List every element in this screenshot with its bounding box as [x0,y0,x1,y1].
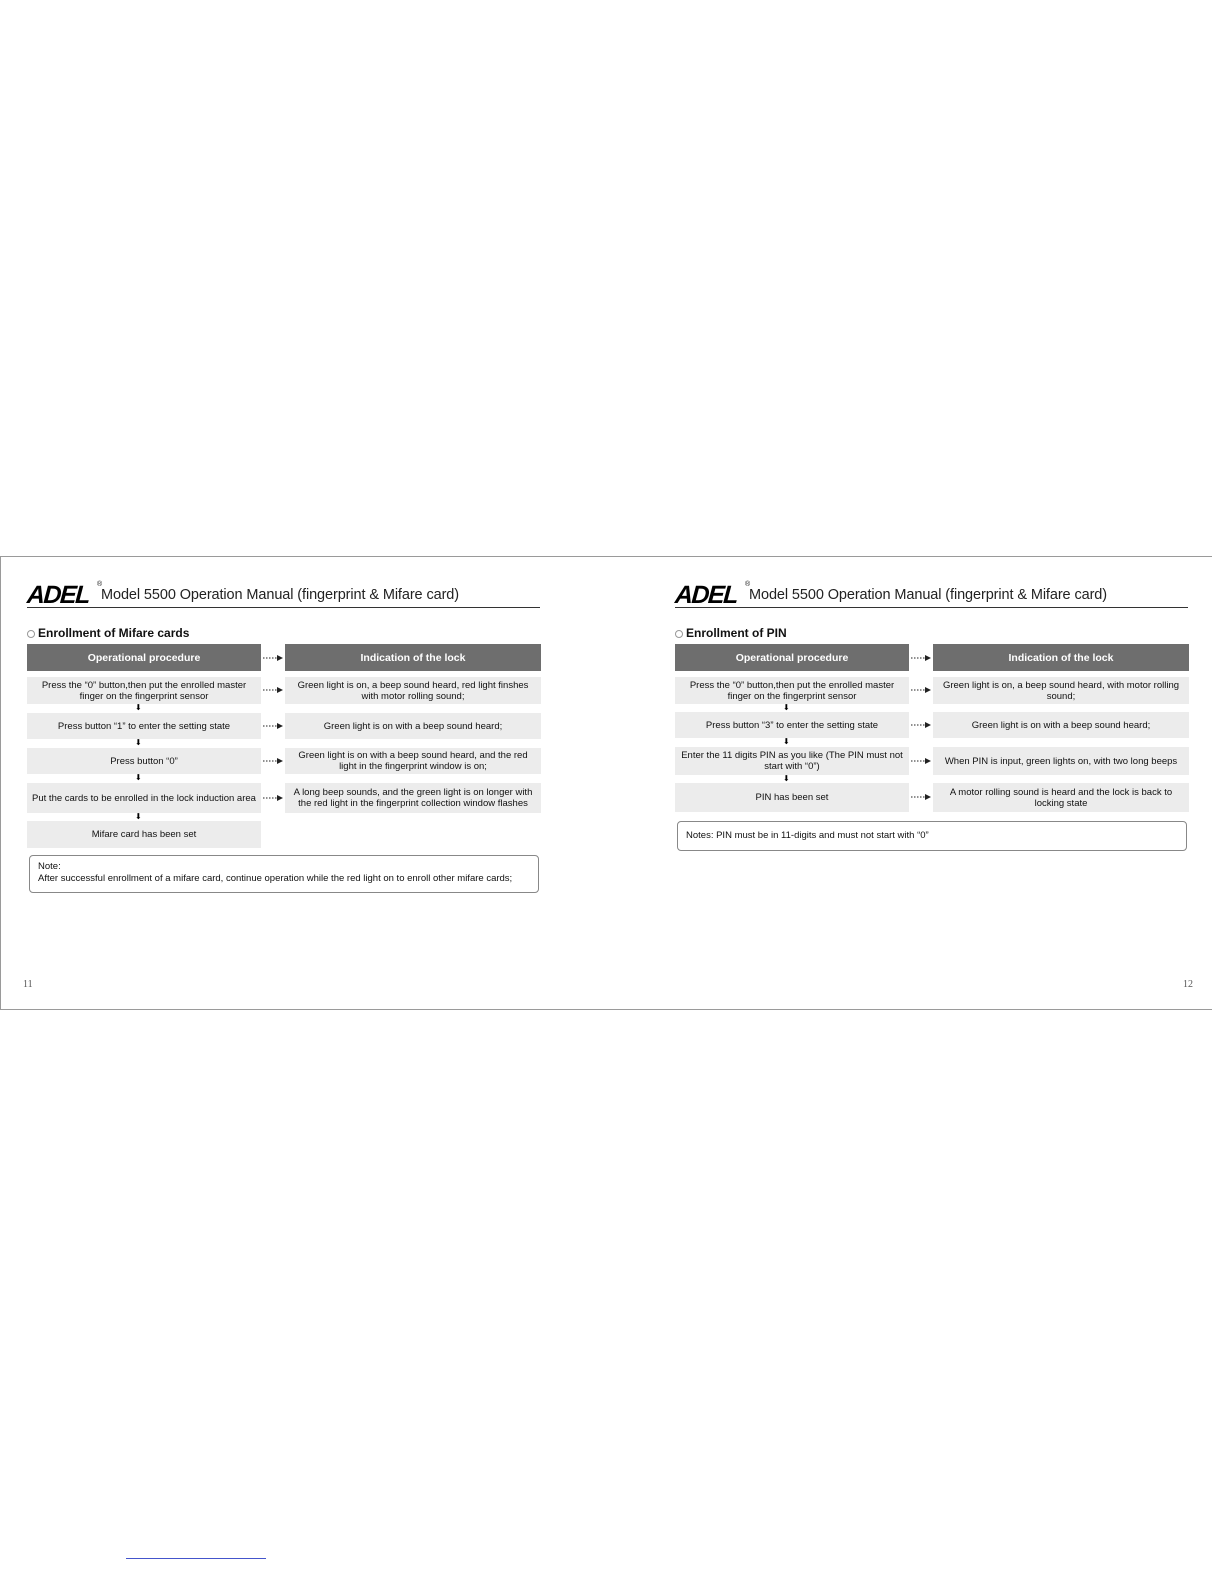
link-underline [126,1558,266,1559]
indication-step-4: A long beep sounds, and the green light is on longer with the red light in the fingerprint collection window flashes [285,783,541,813]
section-title-text: Enrollment of PIN [686,626,787,640]
circle-bullet-icon [675,630,683,638]
page-11 [23,557,567,1009]
down-arrow-icon: ⬇ [135,738,142,747]
indication-step-2: Green light is on with a beep sound heard; [285,713,541,739]
dotted-arrow-icon [911,793,931,801]
procedure-step-5: Mifare card has been set [27,821,261,848]
down-arrow-icon: ⬇ [783,737,790,746]
dotted-arrow-icon [263,654,283,662]
note-text: After successful enrollment of a mifare card, continue operation while the red light on to enroll other mifare cards; [38,873,513,884]
down-arrow-icon: ⬇ [783,703,790,712]
page-number: 11 [23,979,33,990]
dotted-arrow-icon [263,722,283,730]
document-title: Model 5500 Operation Manual (fingerprint & Mifare card) [749,587,1107,603]
logo-text: ADEL [674,581,739,609]
procedure-step-4: Put the cards to be enrolled in the lock induction area [27,783,261,813]
section-title-text: Enrollment of Mifare cards [38,626,190,640]
procedure-column-header: Operational procedure [675,644,909,671]
circle-bullet-icon [27,630,35,638]
manual-spread [0,556,1212,1010]
registered-mark: ® [97,581,103,588]
document-title: Model 5500 Operation Manual (fingerprint & Mifare card) [101,587,459,603]
procedure-step-2: Press button “3” to enter the setting state [675,712,909,738]
dotted-arrow-icon [911,686,931,694]
note-box [29,855,539,893]
indication-step-3: Green light is on with a beep sound heard, and the red light in the fingerprint window is on; [285,748,541,774]
procedure-step-3: Enter the 11 digits PIN as you like (The PIN must not start with “0”) [675,747,909,775]
page-12 [675,557,1215,1009]
indication-column-header: Indication of the lock [285,644,541,671]
adel-logo [674,581,751,609]
dotted-arrow-icon [911,757,931,765]
indication-step-2: Green light is on with a beep sound heard; [933,712,1189,738]
dotted-arrow-icon [911,721,931,729]
indication-step-3: When PIN is input, green lights on, with two long beeps [933,747,1189,775]
dotted-arrow-icon [911,654,931,662]
page-number: 12 [1183,979,1193,990]
procedure-step-4: PIN has been set [675,783,909,812]
dotted-arrow-icon [263,757,283,765]
note-label: Note: [38,861,61,872]
indication-step-1: Green light is on, a beep sound heard, with motor rolling sound; [933,677,1189,704]
procedure-step-1: Press the “0” button,then put the enrolled master finger on the fingerprint sensor [27,677,261,704]
indication-column-header: Indication of the lock [933,644,1189,671]
down-arrow-icon: ⬇ [783,774,790,783]
dotted-arrow-icon [263,794,283,802]
procedure-column-header: Operational procedure [27,644,261,671]
section-title [27,626,189,640]
section-title [675,626,787,640]
note-text: Notes: PIN must be in 11-digits and must not start with “0” [686,830,929,841]
page-header [675,583,1188,608]
procedure-step-3: Press button “0” [27,748,261,774]
indication-step-1: Green light is on, a beep sound heard, red light finshes with motor rolling sound; [285,677,541,704]
logo-text: ADEL [26,581,91,609]
dotted-arrow-icon [263,686,283,694]
page-header [27,583,540,608]
down-arrow-icon: ⬇ [135,703,142,712]
procedure-step-2: Press button “1” to enter the setting state [27,713,261,739]
notes-box [677,821,1187,851]
adel-logo [26,581,103,609]
registered-mark: ® [745,581,751,588]
down-arrow-icon: ⬇ [135,812,142,821]
procedure-step-1: Press the “0” button,then put the enrolled master finger on the fingerprint sensor [675,677,909,704]
indication-step-4: A motor rolling sound is heard and the lock is back to locking state [933,783,1189,812]
down-arrow-icon: ⬇ [135,773,142,782]
